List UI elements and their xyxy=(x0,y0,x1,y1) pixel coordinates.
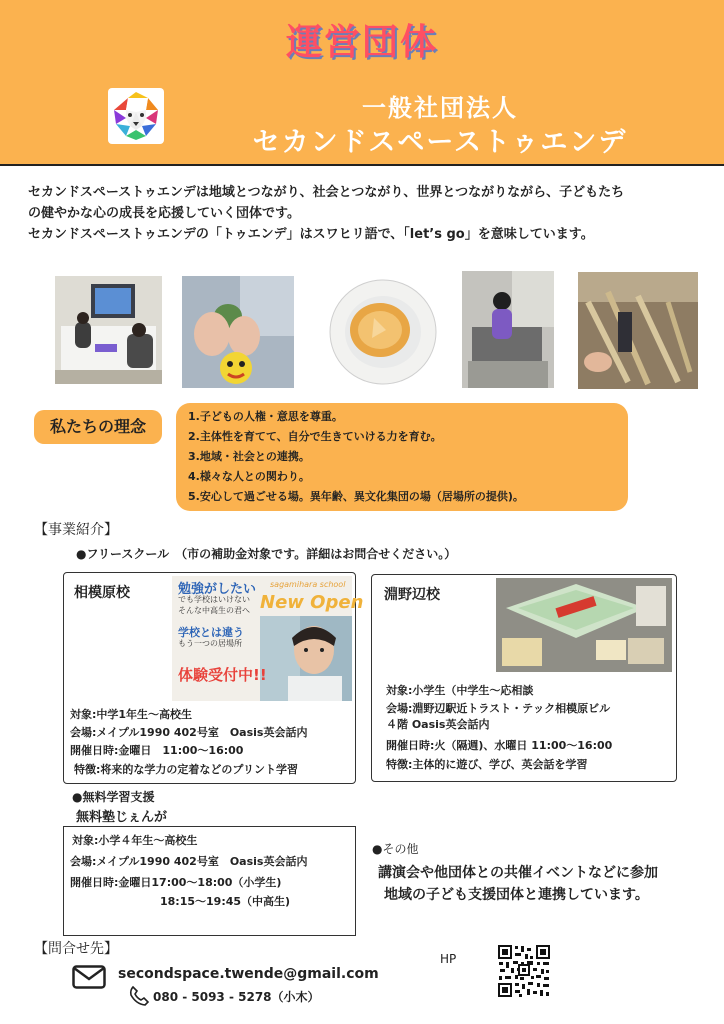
business-heading: 【事業紹介】 xyxy=(34,522,118,538)
fuchinobe-feature: 特徴:主体的に遊び、学び、英会話を学習 xyxy=(386,758,588,771)
free-study-name: 無料塾じぇんが xyxy=(76,810,168,825)
photo-students xyxy=(462,271,554,388)
free-study-venue: 会場:メイプル1990 402号室 Oasis英会話内 xyxy=(70,855,308,868)
phone-icon xyxy=(128,985,150,1007)
contact-phone[interactable]: 080 - 5093 - 5278（小木） xyxy=(153,990,320,1004)
philosophy-item: 4.様々な人との関わり。 xyxy=(188,470,310,483)
org-type: 一般社団法人 xyxy=(362,94,518,122)
intro-text xyxy=(28,182,698,245)
photo-board-game xyxy=(496,578,672,672)
other-text: 地域の子ども支援団体と連携しています。 xyxy=(384,887,649,903)
other-text: 講演会や他団体との共催イベントなどに参加 xyxy=(378,865,658,881)
philosophy-item: 2.主体性を育てて、自分で生きていける力を育む。 xyxy=(188,430,442,443)
ad-subline: もう一つの居場所 xyxy=(178,639,242,648)
sagamihara-venue: 会場:メイプル1990 402号室 Oasis英会話内 xyxy=(70,726,308,739)
ad-headline: 学校とは違う xyxy=(178,626,244,639)
contact-email[interactable]: secondspace.twende@gmail.com xyxy=(118,966,379,982)
fuchinobe-schedule: 開催日時:火（隔週)、水曜日 11:00～16:00 xyxy=(386,739,613,752)
freeschool-label: ●フリースクール （市の補助金対象です。詳細はお問合せください。） xyxy=(76,547,457,561)
free-study-schedule: 18:15～19:45（中高生) xyxy=(160,895,291,908)
ad-subline: でも学校はいけない xyxy=(178,595,250,604)
fuchinobe-target: 対象:小学生（中学生～応相談 xyxy=(386,684,534,697)
intro-line: セカンドスペーストゥエンデの「トゥエンデ」はスワヒリ語で、「let’s go」を意味しています。 xyxy=(28,227,594,242)
photo-bamboo-craft xyxy=(578,272,698,389)
sagamihara-schedule: 開催日時:金曜日 11:00～16:00 xyxy=(70,744,244,757)
philosophy-item: 3.地域・社会との連携。 xyxy=(188,450,310,463)
fuchinobe-venue: ４階 Oasis英会話内 xyxy=(386,718,490,731)
intro-line: セカンドスペーストゥエンデは地域とつながり、社会とつながり、世界とつながりながら、子どもたち xyxy=(28,185,625,200)
ad-subline: そんな中高生の君へ xyxy=(178,606,250,615)
lion-logo-icon xyxy=(108,88,164,144)
free-study-schedule: 開催日時:金曜日17:00～18:00（小学生) xyxy=(70,876,282,889)
open-school-ad xyxy=(172,576,364,701)
philosophy-label: 私たちの理念 xyxy=(34,410,162,444)
intro-line: の健やかな心の成長を応援していく団体です。 xyxy=(28,206,300,221)
fuchinobe-school-name: 淵野辺校 xyxy=(384,587,440,603)
free-study-label: ●無料学習支援 xyxy=(72,790,155,804)
contact-heading: 【問合せ先】 xyxy=(34,941,118,957)
philosophy-list xyxy=(176,403,628,511)
fuchinobe-venue: 会場:淵野辺駅近トラスト・テック相模原ビル xyxy=(386,702,611,715)
photo-classroom xyxy=(55,276,162,384)
ad-photo xyxy=(260,616,352,701)
philosophy-item: 5.安心して過ごせる場。異年齢、異文化集団の場（居場所の提供)。 xyxy=(188,490,524,503)
sagamihara-school-name: 相模原校 xyxy=(74,585,130,601)
qr-code-icon[interactable] xyxy=(497,944,551,998)
header-band xyxy=(0,0,724,166)
ad-script-text: sagamihara school xyxy=(270,580,346,589)
free-study-target: 対象:小学４年生～高校生 xyxy=(72,834,198,847)
other-label: ●その他 xyxy=(372,842,419,856)
sagamihara-target: 対象:中学1年生～高校生 xyxy=(70,708,193,721)
org-name: セカンドスペーストゥエンデ xyxy=(252,127,628,158)
mail-icon xyxy=(72,965,106,989)
ad-new-open: New Open xyxy=(260,592,364,613)
sagamihara-feature: 特徴:将来的な学力の定着などのプリント学習 xyxy=(74,763,298,776)
photo-craft xyxy=(182,276,294,388)
ad-headline: 勉強がしたい xyxy=(178,582,257,597)
page-title: 運営団体 xyxy=(285,22,438,63)
hp-label: HP xyxy=(440,952,457,966)
photo-pancake xyxy=(328,278,438,386)
philosophy-item: 1.子どもの人権・意思を尊重。 xyxy=(188,410,343,423)
ad-trial-badge: 体験受付中!! xyxy=(178,666,267,684)
